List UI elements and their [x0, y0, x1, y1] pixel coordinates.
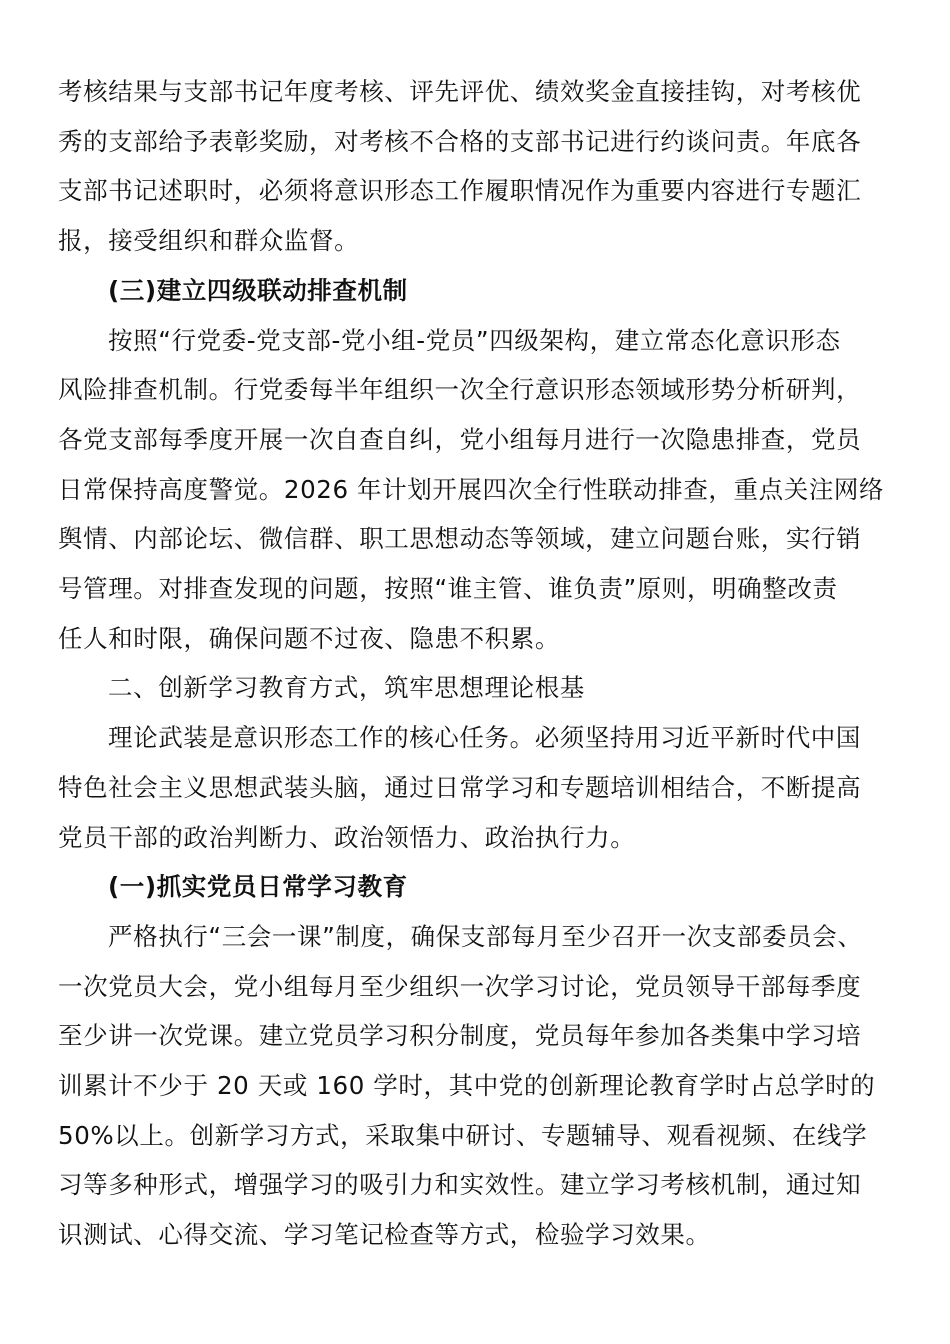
paragraph-four-level-check	[58, 316, 885, 664]
text-line: 至少讲一次党课。建立党员学习积分制度，党员每年参加各类集中学习培	[58, 1021, 862, 1051]
subheading-four-level-check: (三)建立四级联动排查机制	[108, 275, 408, 305]
text-line: 各党支部每季度开展一次自查自纠，党小组每月进行一次隐患排查，党员	[58, 424, 862, 454]
text-line: 识测试、心得交流、学习笔记检查等方式，检验学习效果。	[58, 1220, 711, 1250]
text-line: 日常保持高度警觉。2026 年计划开展四次全行性联动排查，重点关注网络	[58, 474, 885, 504]
text-line: 理论武装是意识形态工作的核心任务。必须坚持用习近平新时代中国	[108, 723, 861, 753]
text-line: 特色社会主义思想武装头脑，通过日常学习和专题培训相结合，不断提高	[58, 772, 862, 802]
text-line: 风险排查机制。行党委每半年组织一次全行意识形态领域形势分析研判，	[58, 375, 862, 405]
text-line: 考核结果与支部书记年度考核、评先评优、绩效奖金直接挂钩，对考核优	[58, 77, 862, 106]
paragraph-theory	[58, 713, 878, 862]
text-line: 舆情、内部论坛、微信群、职工思想动态等领域，建立问题台账，实行销	[58, 524, 862, 554]
text-line: 严格执行“三会一课”制度，确保支部每月至少召开一次支部委员会、	[108, 921, 863, 951]
text-line: 支部书记述职时，必须将意识形态工作履职情况作为重要内容进行专题汇	[58, 176, 862, 206]
text-line: 报，接受组织和群众监督。	[58, 226, 360, 256]
text-line: 习等多种形式，增强学习的吸引力和实效性。建立学习考核机制，通过知	[58, 1170, 862, 1200]
text-line: 党员干部的政治判断力、政治领悟力、政治执行力。	[58, 822, 636, 852]
text-line: 50%以上。创新学习方式，采取集中研讨、专题辅导、观看视频、在线学	[58, 1120, 868, 1150]
text-line: 秀的支部给予表彰奖励，对考核不合格的支部书记进行约谈问责。年底各	[58, 126, 862, 156]
text-line: 任人和时限，确保问题不过夜、隐患不积累。	[58, 623, 560, 653]
text-line: 训累计不少于 20 天或 160 学时，其中党的创新理论教育学时占总学时的	[58, 1071, 876, 1101]
paragraph-assessment-continued	[58, 67, 878, 266]
text-line: 号管理。对排查发现的问题，按照“谁主管、谁负责”原则，明确整改责	[58, 574, 838, 604]
text-line: 按照“行党委-党支部-党小组-党员”四级架构，建立常态化意识形态	[108, 325, 841, 355]
text-line: 一次党员大会，党小组每月至少组织一次学习讨论，党员领导干部每季度	[58, 971, 862, 1001]
paragraph-daily-learning	[58, 912, 878, 1260]
section-heading-learning: 二、创新学习教育方式，筑牢思想理论根基	[108, 673, 585, 703]
subheading-daily-learning: (一)抓实党员日常学习教育	[108, 872, 408, 902]
document-page	[58, 67, 885, 1260]
